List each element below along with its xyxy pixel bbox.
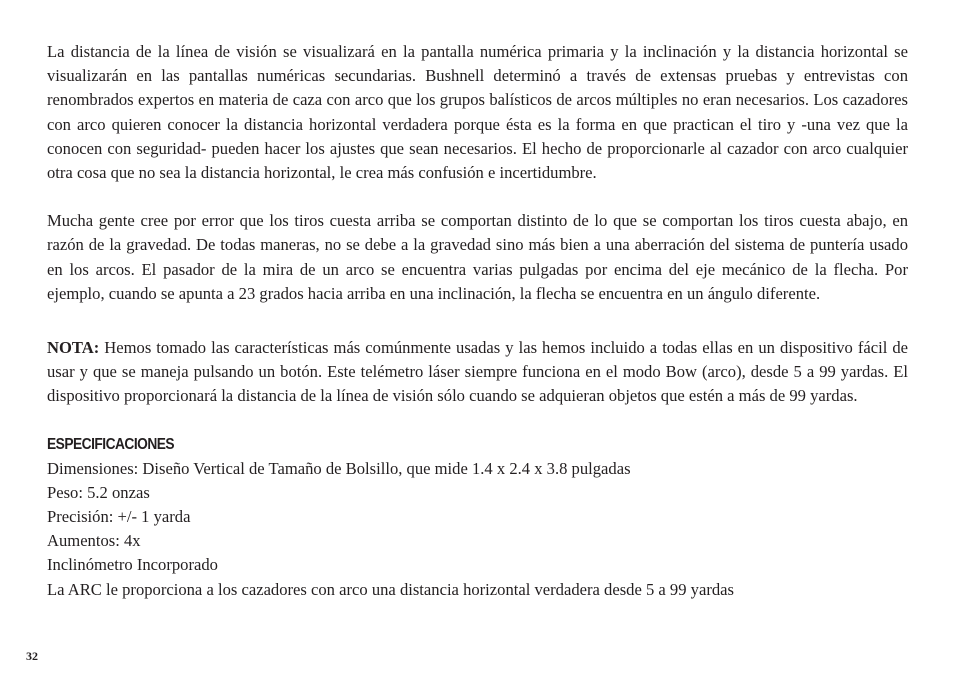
- note-label: NOTA:: [47, 338, 100, 358]
- spec-weight: Peso: 5.2 onzas: [47, 482, 150, 502]
- note-text: Hemos tomado las características más comúnmente usadas y las hemos incluido a todas ellas en un dispositivo fácil de usar y que se maneja pulsando un botón. Este telémetro láser siempre funciona en el modo Bow (arco), desde 5 a 99 yardas. El dispositivo proporcionará la distancia de la línea de visión sólo cuando se adquieran objetos que estén a más de 99 yardas.: [47, 338, 908, 406]
- note-paragraph: [47, 336, 908, 409]
- paragraph-uphill-downhill: Mucha gente cree por error que los tiros cuesta arriba se comportan distinto de lo que se comportan los tiros cuesta abajo, en razón de la gravedad. De todas maneras, no se debe a la gravedad sino más bien a una aberración del sistema de puntería usado en los arcos. El pasador de la mira de un arco se encuentra varias pulgadas por encima del eje mecánico de la flecha. Por ejemplo, cuando se apunta a 23 grados hacia arriba en una inclinación, la flecha se encuentra en un ángulo diferente.: [47, 211, 908, 303]
- specifications-heading: ESPECIFICACIONES: [47, 435, 175, 453]
- spec-magnification: Aumentos: 4x: [47, 531, 141, 551]
- spec-inclinometer: Inclinómetro Incorporado: [47, 555, 218, 575]
- page-number: 32: [26, 649, 38, 663]
- spec-arc-range: La ARC le proporciona a los cazadores con arco una distancia horizontal verdadera desde 5 a 99 yardas: [47, 579, 734, 599]
- spec-dimensions: Dimensiones: Diseño Vertical de Tamaño de Bolsillo, que mide 1.4 x 2.4 x 3.8 pulgadas: [47, 458, 631, 478]
- spec-precision: Precisión: +/- 1 yarda: [47, 507, 191, 527]
- manual-page-content: [47, 40, 908, 602]
- specifications-list: [47, 457, 908, 602]
- specifications-section: [47, 433, 908, 602]
- paragraph-line-of-sight: La distancia de la línea de visión se visualizará en la pantalla numérica primaria y la inclinación y la distancia horizontal se visualizarán en las pantallas numéricas secundarias. Bushnell determinó a través de extensas pruebas y entrevistas con renombrados expertos en materia de caza con arco que los grupos balísticos de arcos múltiples no eran necesarios. Los cazadores con arco quieren conocer la distancia horizontal verdadera porque ésta es la forma en que practican el tiro y -una vez que la conocen con seguridad- pueden hacer los ajustes que sean necesarios. El hecho de proporcionarle al cazador con arco cualquier otra cosa que no sea la distancia horizontal, le crea más confusión e incertidumbre.: [47, 42, 908, 183]
